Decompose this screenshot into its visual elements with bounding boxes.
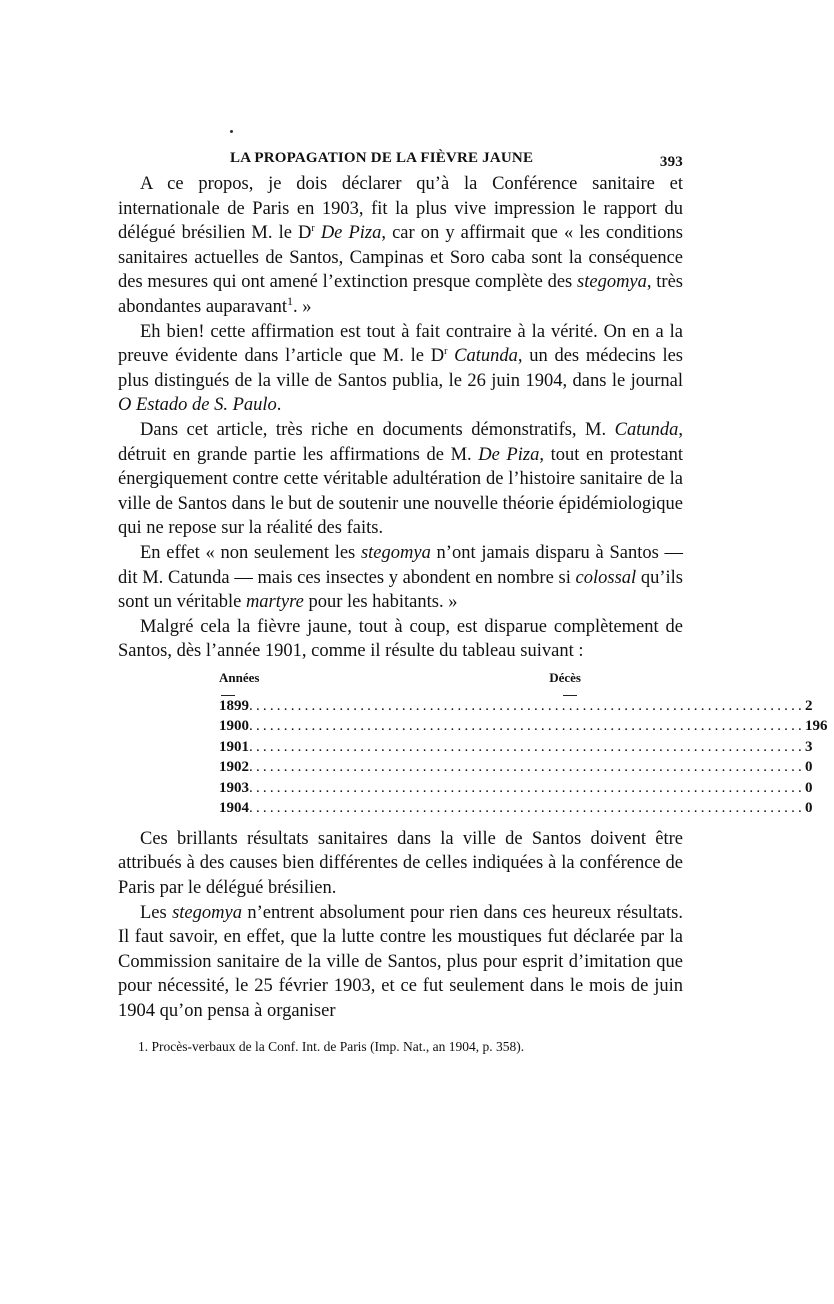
paragraph xyxy=(118,901,683,1024)
body-text-after-table xyxy=(118,827,683,1024)
text-run: Ces brillants résultats sanitaires dans la ville de Santos doivent être attribués à des causes bien différentes de celles indiquées à la conférence de Paris par le délégué brésilien. xyxy=(118,828,683,899)
italic-text: De Piza xyxy=(320,223,382,244)
text-run: , car on y affirmait que « les conditions sanitaires actuelles de Santos, Campinas et Soro caba sont la conséquence des mesures qui ont amené l’extinction presque complète des xyxy=(118,223,684,293)
text-run: En effet « non seulement les xyxy=(140,542,361,563)
text-run: A ce propos, je dois déclarer qu’à la Conférence sanitaire et internationale de Paris en 1903, fit la plus vive impression le rapport du délégué brésilien M. le D xyxy=(118,174,683,244)
text-run: r xyxy=(444,346,448,357)
table-header-rule xyxy=(219,688,581,696)
page-number: 393 xyxy=(659,154,683,170)
text-run: n’ont jamais disparu à Santos — dit M. Catunda — mais ces insectes y abondent en nombre si xyxy=(118,542,684,588)
italic-text: Catunda xyxy=(614,419,679,440)
year-cell: 1903 xyxy=(219,779,249,796)
ink-dot xyxy=(230,130,233,133)
text-run: , très abondantes auparavant xyxy=(118,272,683,317)
deaths-cell: 196 xyxy=(805,718,828,735)
deaths-cell: 0 xyxy=(805,759,813,776)
dot-leader: ................................................................................ xyxy=(249,759,805,776)
column-header-years: Années xyxy=(219,669,260,685)
table-row xyxy=(219,778,813,799)
text-run: n’entrent absolument pour rien dans ces heureux résultats. Il faut savoir, en effet, que la lutte contre les moustiques fut déclarée par la Commission sanitaire de la ville de Santos, plus pour esprit d’imitation que pour nécessité, le 25 février 1903, et ce fut seulement dans le mois de juin 1904 qu’on pensa à organiser xyxy=(118,902,683,1022)
dot-leader: ................................................................................ xyxy=(249,697,805,714)
italic-text: O Estado de S. Paulo xyxy=(118,395,277,416)
table-header xyxy=(219,670,581,686)
body-text-before-table xyxy=(118,172,683,664)
paragraph xyxy=(118,172,683,320)
running-title: LA PROPAGATION DE LA FIÈVRE JAUNE xyxy=(230,150,534,166)
year-cell: 1901 xyxy=(219,738,249,755)
paragraph xyxy=(118,827,683,901)
deaths-table xyxy=(219,669,828,819)
text-run: , tout en protestant énergiquement contre cette véritable adultération de l’histoire sanitaire de la ville de Santos dans le but de soutenir une nouvelle théorie épidémiologique qui ne repose sur la réalité des faits. xyxy=(118,444,683,539)
table-row xyxy=(219,757,813,778)
paragraph xyxy=(118,615,683,664)
text-run: , détruit en grande partie les affirmations de M. xyxy=(118,419,683,465)
year-cell: 1899 xyxy=(219,697,249,714)
text-run: Les xyxy=(140,902,173,923)
column-header-deaths: Décès xyxy=(549,669,581,685)
year-cell: 1902 xyxy=(219,759,249,776)
table-row xyxy=(219,737,813,758)
italic-text: stegomya xyxy=(577,272,647,293)
year-cell: 1904 xyxy=(219,800,249,817)
deaths-cell: 0 xyxy=(805,779,813,796)
text-run: . xyxy=(276,395,282,416)
text-run: Malgré cela la fièvre jaune, tout à coup, est disparue complètement de Santos, dès l’année 1901, comme il résulte du tableau suivant : xyxy=(118,616,683,662)
text-run: , un des médecins les plus distingués de la ville de Santos publia, le 26 juin 1904, dans le journal xyxy=(118,346,684,391)
dot-leader: ................................................................................ xyxy=(249,779,805,796)
paragraph xyxy=(118,418,683,541)
italic-text: martyre xyxy=(245,592,304,613)
paragraph xyxy=(118,320,683,418)
deaths-cell: 3 xyxy=(805,738,813,755)
italic-text: De Piza xyxy=(478,444,540,465)
text-run: r xyxy=(311,223,315,235)
table-row xyxy=(219,696,813,717)
text-run: . » xyxy=(293,296,312,317)
italic-text: stegomya xyxy=(172,902,242,923)
dot-leader: ................................................................................ xyxy=(249,800,805,817)
text-run: Eh bien! cette affirmation est tout à fait contraire à la vérité. On en a la preuve évidente dans l’article que M. le D xyxy=(118,321,683,367)
deaths-cell: 0 xyxy=(805,800,813,817)
italic-text: colossal xyxy=(575,567,637,588)
dot-leader: ................................................................................ xyxy=(249,738,805,755)
italic-text: stegomya xyxy=(360,542,431,563)
running-head xyxy=(118,148,683,172)
dot-leader: ................................................................................ xyxy=(249,718,805,735)
text-run: Dans cet article, très riche en documents démonstratifs, M. xyxy=(140,419,615,440)
table-body xyxy=(219,696,828,819)
year-cell: 1900 xyxy=(219,718,249,735)
table-row xyxy=(219,798,813,819)
text-run: pour les habitants. » xyxy=(303,592,458,613)
deaths-cell: 2 xyxy=(805,697,813,714)
paragraph xyxy=(118,541,683,615)
book-page xyxy=(118,148,828,1056)
footnote: 1. Procès-verbaux de la Conf. Int. de Paris (Imp. Nat., an 1904, p. 358). xyxy=(138,1038,525,1054)
italic-text: Catunda xyxy=(454,346,518,367)
text-run: qu’ils sont un véritable xyxy=(118,567,684,613)
footnote-ref: 1 xyxy=(287,293,293,308)
table-row xyxy=(219,716,828,737)
